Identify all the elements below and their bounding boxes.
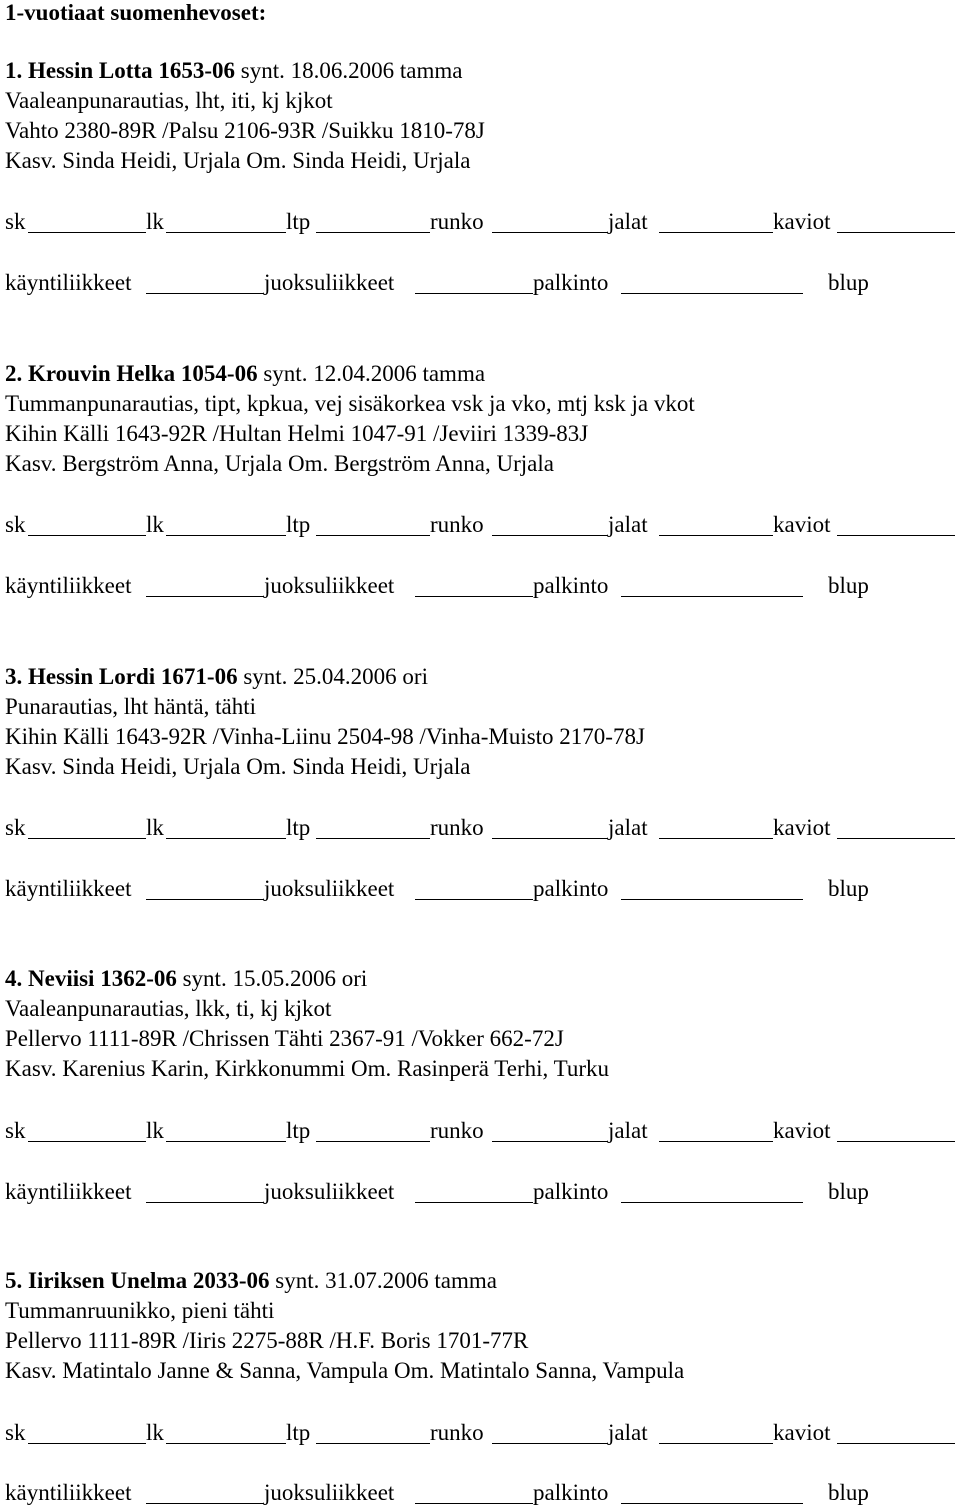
field-runko[interactable] <box>492 1443 608 1444</box>
label-runko: runko <box>430 1420 484 1445</box>
label-palkinto: palkinto <box>533 1480 609 1505</box>
score-row-conformation <box>5 512 957 538</box>
label-blup: blup <box>828 1480 869 1505</box>
field-lk[interactable] <box>166 232 286 233</box>
label-jalat: jalat <box>608 815 648 840</box>
field-kaviot[interactable] <box>837 838 955 839</box>
label-lk: lk <box>146 1118 164 1143</box>
field-kayntiliikkeet[interactable] <box>146 596 264 597</box>
horse-name: 3. Hessin Lordi 1671-06 <box>5 664 238 689</box>
field-sk[interactable] <box>28 232 146 233</box>
label-kaviot: kaviot <box>773 1118 831 1143</box>
horse-birth: synt. 15.05.2006 ori <box>182 966 368 991</box>
field-ltp[interactable] <box>316 535 430 536</box>
label-runko: runko <box>430 512 484 537</box>
field-jalat[interactable] <box>659 1443 773 1444</box>
field-sk[interactable] <box>28 838 146 839</box>
horse-title <box>5 1268 497 1294</box>
label-ltp: ltp <box>286 209 311 234</box>
label-runko: runko <box>430 209 484 234</box>
field-palkinto[interactable] <box>621 899 803 900</box>
horse-birth: synt. 31.07.2006 tamma <box>275 1268 497 1293</box>
label-kaviot: kaviot <box>773 209 831 234</box>
label-palkinto: palkinto <box>533 270 609 295</box>
horse-title <box>5 966 367 992</box>
horse-color: Vaaleanpunarautias, lkk, ti, kj kjkot <box>5 996 332 1021</box>
horse-birth: synt. 12.04.2006 tamma <box>263 361 486 386</box>
horse-pedigree: Kihin Källi 1643-92R /Vinha-Liinu 2504-98 /Vinha-Muisto 2170-78J <box>5 724 645 749</box>
field-lk[interactable] <box>166 1443 286 1444</box>
label-palkinto: palkinto <box>533 573 609 598</box>
label-sk: sk <box>5 209 26 234</box>
field-kaviot[interactable] <box>837 232 955 233</box>
label-lk: lk <box>146 512 164 537</box>
label-juoksuliikkeet: juoksuliikkeet <box>264 573 395 598</box>
field-kaviot[interactable] <box>837 1443 955 1444</box>
label-runko: runko <box>430 815 484 840</box>
field-sk[interactable] <box>28 1141 146 1142</box>
label-lk: lk <box>146 209 164 234</box>
label-ltp: ltp <box>286 512 311 537</box>
field-jalat[interactable] <box>659 838 773 839</box>
label-sk: sk <box>5 1118 26 1143</box>
horse-color: Punarautias, lht häntä, tähti <box>5 694 257 719</box>
field-jalat[interactable] <box>659 1141 773 1142</box>
label-palkinto: palkinto <box>533 1179 609 1204</box>
score-row-conformation <box>5 209 957 235</box>
score-row-gaits <box>5 1480 957 1506</box>
label-sk: sk <box>5 512 26 537</box>
label-lk: lk <box>146 1420 164 1445</box>
label-kayntiliikkeet: käyntiliikkeet <box>5 270 132 295</box>
score-row-conformation <box>5 815 957 841</box>
field-juoksuliikkeet[interactable] <box>415 1202 533 1203</box>
horse-pedigree: Pellervo 1111-89R /Iiris 2275-88R /H.F. Boris 1701-77R <box>5 1328 529 1353</box>
horse-color: Vaaleanpunarautias, lht, iti, kj kjkot <box>5 88 333 113</box>
score-row-gaits <box>5 270 957 296</box>
label-jalat: jalat <box>608 1118 648 1143</box>
horse-breeder-owner: Kasv. Karenius Karin, Kirkkonummi Om. Rasinperä Terhi, Turku <box>5 1056 609 1081</box>
horse-birth: synt. 25.04.2006 ori <box>243 664 428 689</box>
field-palkinto[interactable] <box>621 1503 803 1504</box>
field-sk[interactable] <box>28 1443 146 1444</box>
label-kayntiliikkeet: käyntiliikkeet <box>5 1480 132 1505</box>
label-juoksuliikkeet: juoksuliikkeet <box>264 1480 395 1505</box>
label-jalat: jalat <box>608 512 648 537</box>
field-ltp[interactable] <box>316 1141 430 1142</box>
label-runko: runko <box>430 1118 484 1143</box>
label-kaviot: kaviot <box>773 512 831 537</box>
field-kaviot[interactable] <box>837 1141 955 1142</box>
field-kaviot[interactable] <box>837 535 955 536</box>
horse-breeder-owner: Kasv. Sinda Heidi, Urjala Om. Sinda Heidi, Urjala <box>5 754 471 779</box>
label-kaviot: kaviot <box>773 1420 831 1445</box>
field-juoksuliikkeet[interactable] <box>415 899 533 900</box>
horse-color: Tummanpunarautias, tipt, kpkua, vej sisäkorkea vsk ja vko, mtj ksk ja vkot <box>5 391 695 416</box>
label-ltp: ltp <box>286 1420 311 1445</box>
field-palkinto[interactable] <box>621 1202 803 1203</box>
label-ltp: ltp <box>286 1118 311 1143</box>
field-ltp[interactable] <box>316 232 430 233</box>
label-kayntiliikkeet: käyntiliikkeet <box>5 876 132 901</box>
field-palkinto[interactable] <box>621 596 803 597</box>
label-lk: lk <box>146 815 164 840</box>
horse-breeder-owner: Kasv. Matintalo Janne & Sanna, Vampula Om. Matintalo Sanna, Vampula <box>5 1358 685 1383</box>
label-juoksuliikkeet: juoksuliikkeet <box>264 876 395 901</box>
field-juoksuliikkeet[interactable] <box>415 293 533 294</box>
horse-name: 5. Iiriksen Unelma 2033-06 <box>5 1268 270 1293</box>
horse-color: Tummanruunikko, pieni tähti <box>5 1298 275 1323</box>
field-lk[interactable] <box>166 535 286 536</box>
field-jalat[interactable] <box>659 535 773 536</box>
label-sk: sk <box>5 1420 26 1445</box>
label-jalat: jalat <box>608 1420 648 1445</box>
horse-title <box>5 664 428 690</box>
horse-title <box>5 361 485 387</box>
label-blup: blup <box>828 573 869 598</box>
label-kaviot: kaviot <box>773 815 831 840</box>
field-kayntiliikkeet[interactable] <box>146 1202 264 1203</box>
horse-name: 2. Krouvin Helka 1054-06 <box>5 361 258 386</box>
field-runko[interactable] <box>492 535 608 536</box>
label-blup: blup <box>828 1179 869 1204</box>
class-heading: 1-vuotiaat suomenhevoset: <box>5 0 267 25</box>
label-blup: blup <box>828 876 869 901</box>
label-blup: blup <box>828 270 869 295</box>
score-row-gaits <box>5 573 957 599</box>
label-juoksuliikkeet: juoksuliikkeet <box>264 1179 395 1204</box>
field-juoksuliikkeet[interactable] <box>415 596 533 597</box>
field-juoksuliikkeet[interactable] <box>415 1503 533 1504</box>
field-kayntiliikkeet[interactable] <box>146 293 264 294</box>
horse-pedigree: Vahto 2380-89R /Palsu 2106-93R /Suikku 1810-78J <box>5 118 485 143</box>
score-row-conformation <box>5 1420 957 1446</box>
horse-name: 4. Neviisi 1362-06 <box>5 966 177 991</box>
field-kayntiliikkeet[interactable] <box>146 1503 264 1504</box>
horse-name: 1. Hessin Lotta 1653-06 <box>5 58 235 83</box>
field-sk[interactable] <box>28 535 146 536</box>
field-runko[interactable] <box>492 232 608 233</box>
label-jalat: jalat <box>608 209 648 234</box>
field-lk[interactable] <box>166 1141 286 1142</box>
field-runko[interactable] <box>492 1141 608 1142</box>
field-ltp[interactable] <box>316 1443 430 1444</box>
field-kayntiliikkeet[interactable] <box>146 899 264 900</box>
horse-breeder-owner: Kasv. Sinda Heidi, Urjala Om. Sinda Heidi, Urjala <box>5 148 471 173</box>
horse-title <box>5 58 462 84</box>
label-juoksuliikkeet: juoksuliikkeet <box>264 270 395 295</box>
horse-birth: synt. 18.06.2006 tamma <box>240 58 463 83</box>
field-runko[interactable] <box>492 838 608 839</box>
label-kayntiliikkeet: käyntiliikkeet <box>5 1179 132 1204</box>
horse-pedigree: Pellervo 1111-89R /Chrissen Tähti 2367-91 /Vokker 662-72J <box>5 1026 564 1051</box>
label-ltp: ltp <box>286 815 311 840</box>
field-palkinto[interactable] <box>621 293 803 294</box>
label-kayntiliikkeet: käyntiliikkeet <box>5 573 132 598</box>
field-jalat[interactable] <box>659 232 773 233</box>
score-row-conformation <box>5 1118 957 1144</box>
score-row-gaits <box>5 876 957 902</box>
field-ltp[interactable] <box>316 838 430 839</box>
horse-breeder-owner: Kasv. Bergström Anna, Urjala Om. Bergström Anna, Urjala <box>5 451 554 476</box>
label-palkinto: palkinto <box>533 876 609 901</box>
field-lk[interactable] <box>166 838 286 839</box>
horse-pedigree: Kihin Källi 1643-92R /Hultan Helmi 1047-91 /Jeviiri 1339-83J <box>5 421 589 446</box>
score-row-gaits <box>5 1179 957 1205</box>
label-sk: sk <box>5 815 26 840</box>
